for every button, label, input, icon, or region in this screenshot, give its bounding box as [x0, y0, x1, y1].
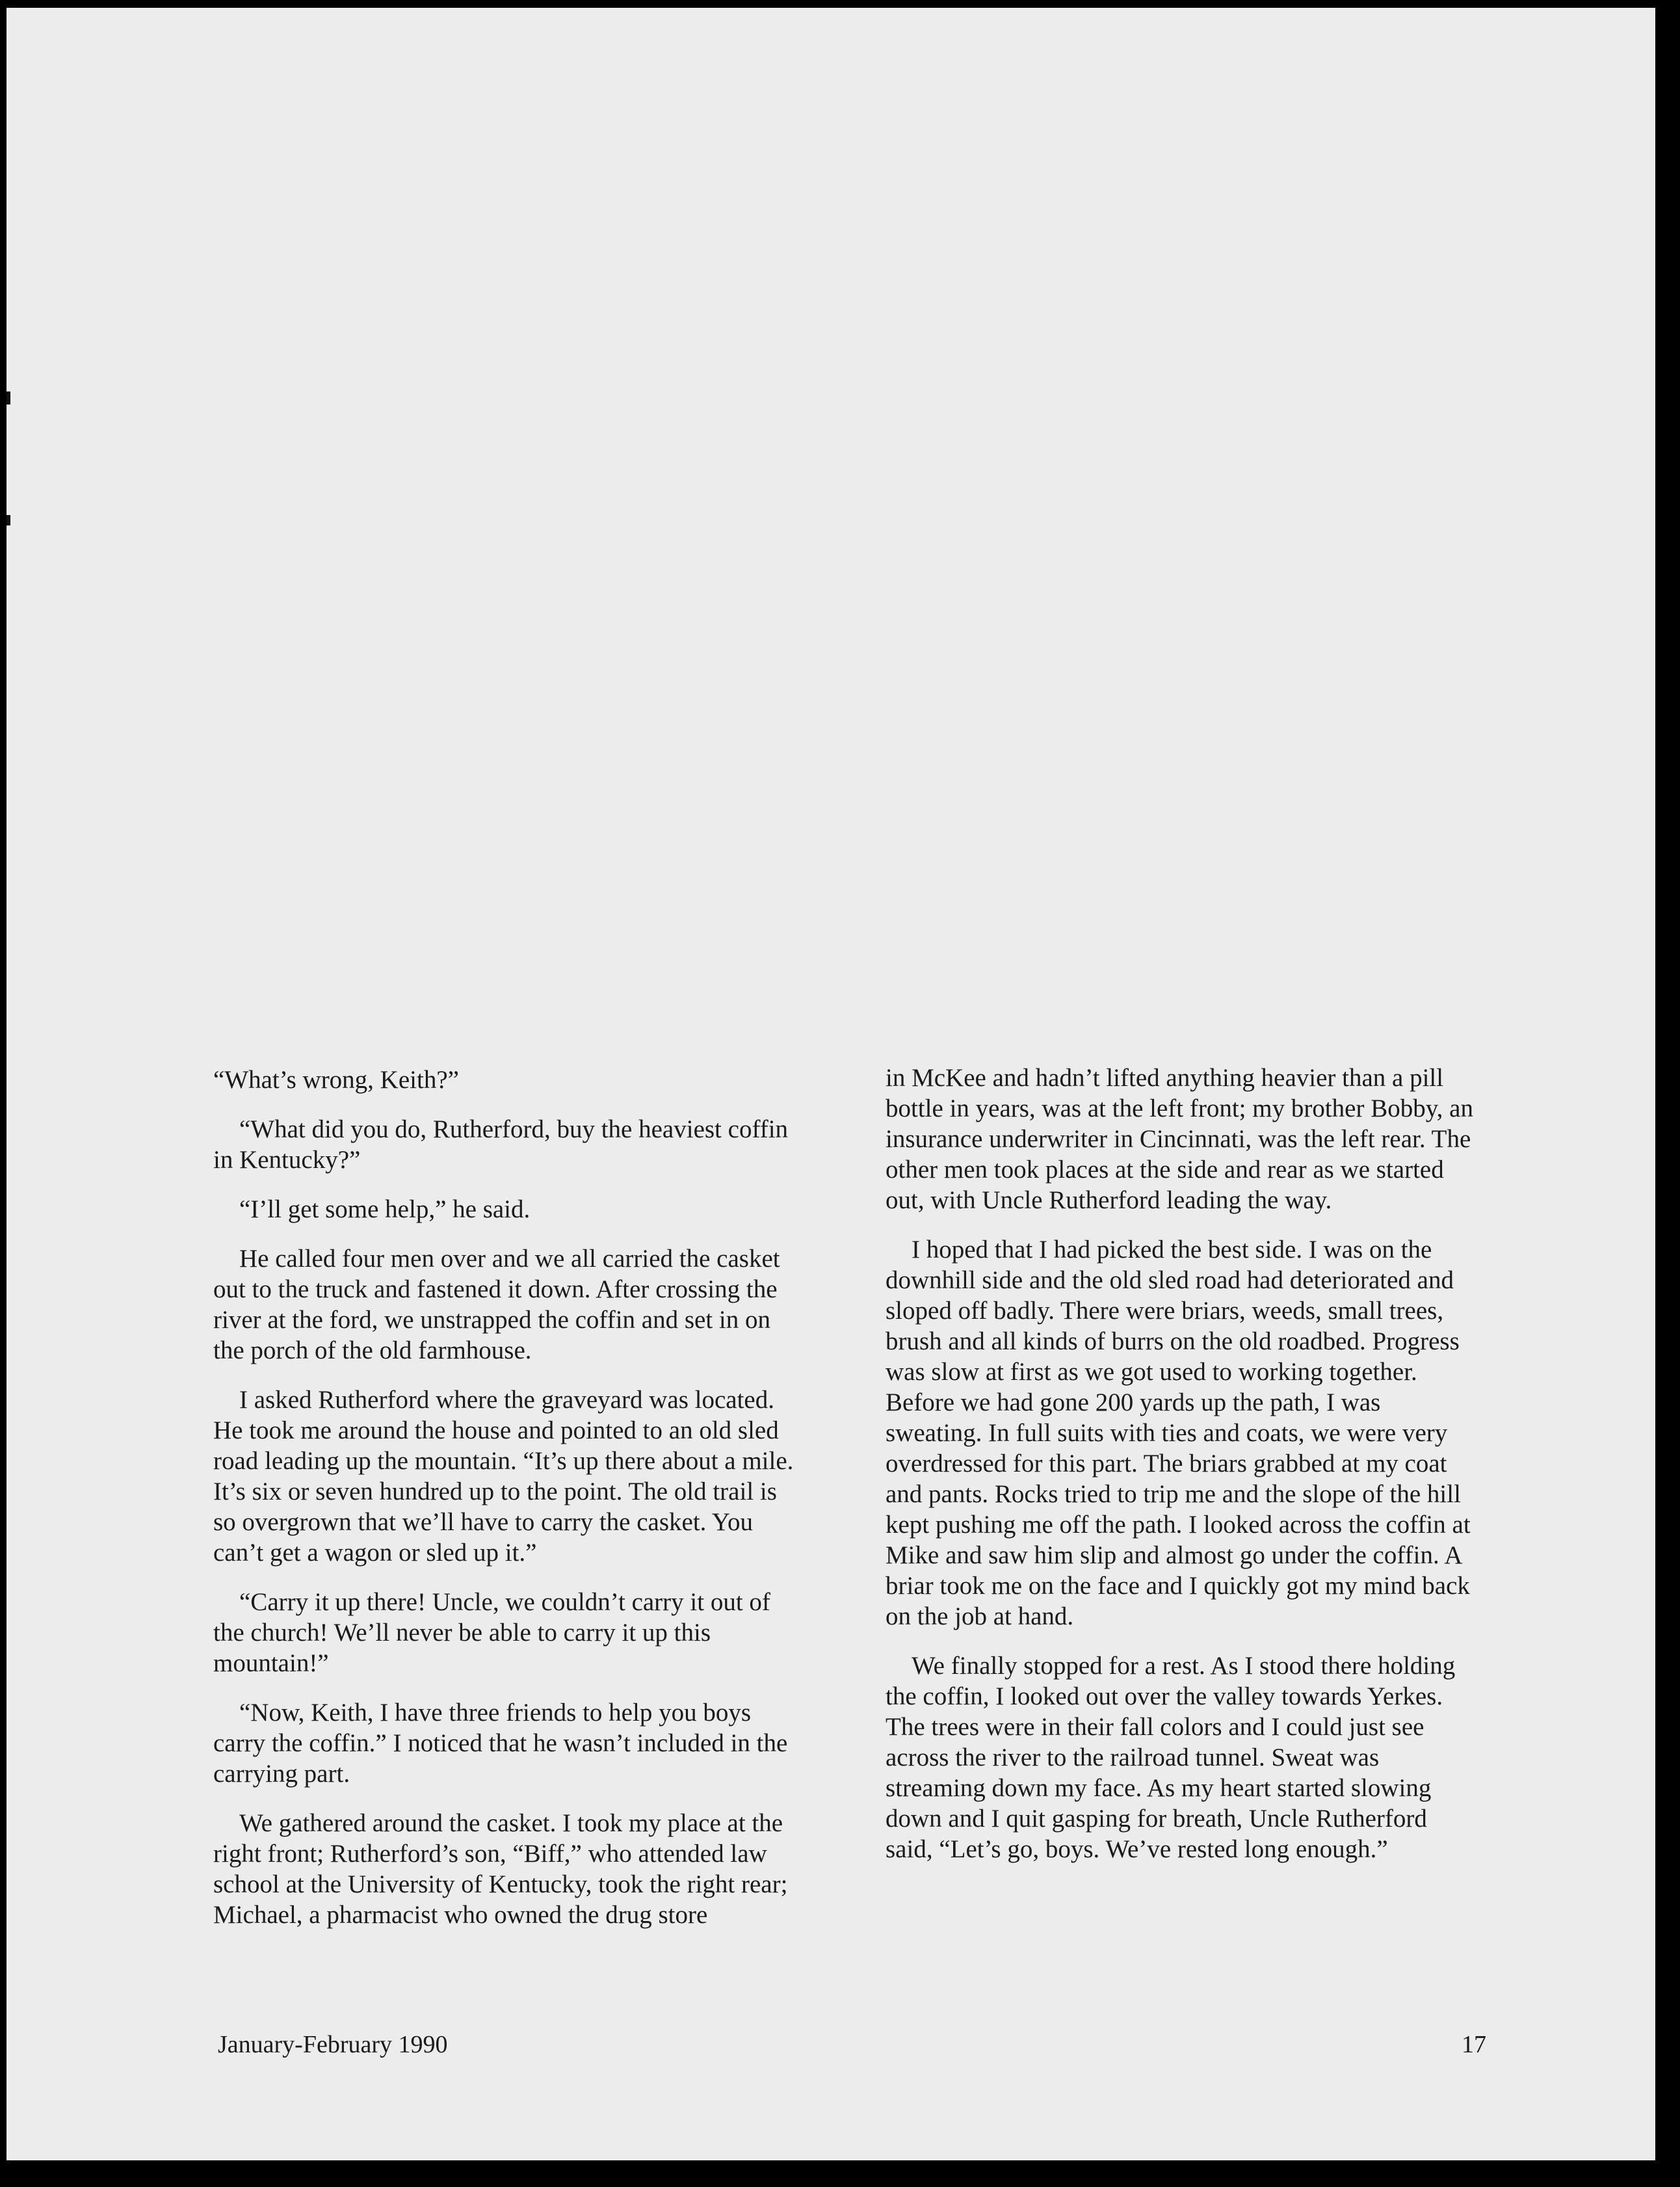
binding-mark: [7, 391, 10, 404]
paragraph: We finally stopped for a rest. As I stood there holding the coffin, I looked out over the valley towards Yerkes. The trees were in their fall colors and I could just see across the river to the railroad tunnel. Sweat was streaming down my face. As my heart started slowing down and I quit gasping for breath, Uncle Rutherford said, “Let’s go, boys. We’ve rested long enough.”: [886, 1652, 1456, 1863]
paragraph: I asked Rutherford where the graveyard was located. He took me around the house and pointed to an old sled road leading up the mountain. “It’s up there about a mile. It’s six or seven hundred up to the point. The old trail is so overgrown that we’ll have to carry the casket. You can’t get a wagon or sled up it.”: [213, 1386, 794, 1567]
paragraph: “What’s wrong, Keith?”: [213, 1066, 459, 1094]
paragraph: I hoped that I had picked the best side. I was on the downhill side and the old sled road had deteriorated and sloped off badly. There were briars, weeds, small trees, brush and all kinds of burrs on the old roadbed. Progress was slow at first as we got used to working together. Before we had gone 200 yards up the path, I was sweating. In full suits with ties and coats, we were very overdressed for this part. The briars grabbed at my coat and pants. Rocks tried to trip me and the slope of the hill kept pushing me off the path. I looked across the coffin at Mike and saw him slip and almost go under the coffin. A briar took me on the face and I quickly got my mind back on the job at hand.: [886, 1236, 1471, 1630]
paragraph: “Now, Keith, I have three friends to help you boys carry the coffin.” I noticed that he wasn’t included in the carrying part.: [213, 1699, 788, 1788]
binding-mark: [7, 515, 10, 525]
paragraph: “What did you do, Rutherford, buy the heaviest coffin in Kentucky?”: [213, 1115, 789, 1174]
left-column: [213, 1065, 802, 1949]
magazine-page: [7, 8, 1655, 2160]
right-column: [886, 1063, 1474, 1883]
paragraph: “Carry it up there! Uncle, we couldn’t carry it out of the church! We’ll never be able to carry it up this mountain!”: [213, 1588, 770, 1677]
paragraph: He called four men over and we all carried the casket out to the truck and fastened it down. After crossing the river at the ford, we unstrapped the coffin and set in on the porch of the old farmhouse.: [213, 1245, 780, 1364]
paragraph: “I’ll get some help,” he said.: [239, 1195, 531, 1223]
page-number: 17: [1462, 2031, 1486, 2058]
footer-date: January-February 1990: [218, 2031, 448, 2058]
paragraph: We gathered around the casket. I took my place at the right front; Rutherford’s son, “Biff,” who attended law school at the University of Kentucky, took the right rear; Michael, a pharmacist who owned the drug store: [213, 1809, 788, 1929]
paragraph: in McKee and hadn’t lifted anything heavier than a pill bottle in years, was at the left front; my brother Bobby, an insurance underwriter in Cincinnati, was the left rear. The other men took places at the side and rear as we started out, with Uncle Rutherford leading the way.: [886, 1064, 1473, 1214]
